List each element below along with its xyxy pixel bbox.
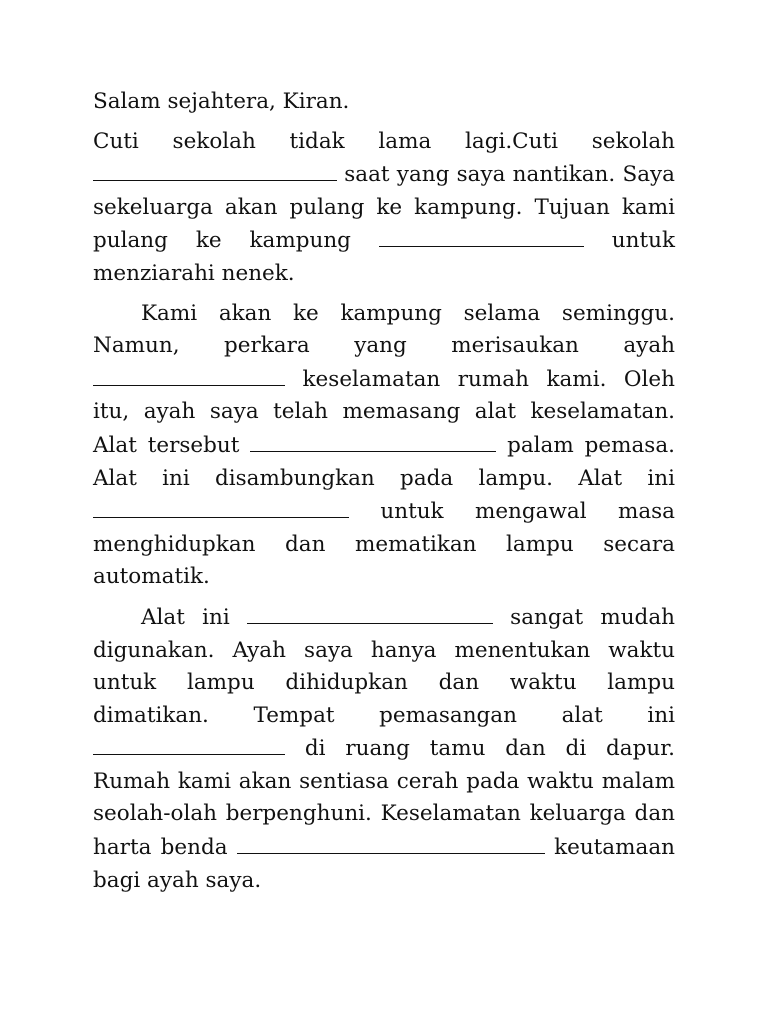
fill-in-blank[interactable] — [247, 601, 493, 624]
paragraph-3 — [93, 601, 675, 897]
letter-text — [93, 86, 675, 904]
fill-in-blank[interactable] — [93, 732, 285, 755]
paragraph-text: di ruang tamu dan di dapur. Rumah kami akan sentiasa cerah pada waktu malam seolah-olah berpenghuni. Keselamatan keluarga dan harta benda — [93, 736, 675, 861]
paragraph-1 — [93, 126, 675, 291]
fill-in-blank[interactable] — [250, 429, 496, 452]
fill-in-blank[interactable] — [379, 224, 584, 247]
greeting: Salam sejahtera, Kiran. — [93, 89, 350, 114]
paragraph-text: Alat ini — [141, 604, 230, 630]
paragraph-text: untuk menziarahi nenek. — [93, 228, 675, 286]
paragraph-text: palam pemasa. Alat ini disambungkan pada lampu. Alat ini — [93, 432, 675, 491]
paragraph-text: Kami akan ke kampung selama seminggu. Namun, perkara yang merisaukan ayah — [93, 300, 675, 359]
fill-in-blank[interactable] — [237, 831, 545, 854]
paragraph-text: keutamaan bagi ayah saya. — [93, 835, 675, 893]
paragraph-text: saat yang saya nantikan. Saya sekeluarga akan pulang ke kampung. Tujuan kami pulang ke kampung — [93, 162, 675, 254]
fill-in-blank[interactable] — [93, 495, 349, 518]
paragraph-text: untuk mengawal masa menghidupkan dan mematikan lampu secara automatik. — [93, 499, 675, 590]
fill-in-blank[interactable] — [93, 363, 285, 386]
paragraph-text: Cuti sekolah tidak lama lagi.Cuti sekolah — [93, 128, 675, 154]
fill-in-blank[interactable] — [93, 158, 337, 181]
paragraph-2 — [93, 298, 675, 594]
paragraph-text: keselamatan rumah kami. Oleh itu, ayah saya telah memasang alat keselamatan. Alat tersebut — [93, 366, 675, 458]
paragraph-text: sangat mudah digunakan. Ayah saya hanya menentukan waktu untuk lampu dihidupkan dan waktu lampu dimatikan. Tempat pemasangan alat ini — [93, 604, 675, 728]
